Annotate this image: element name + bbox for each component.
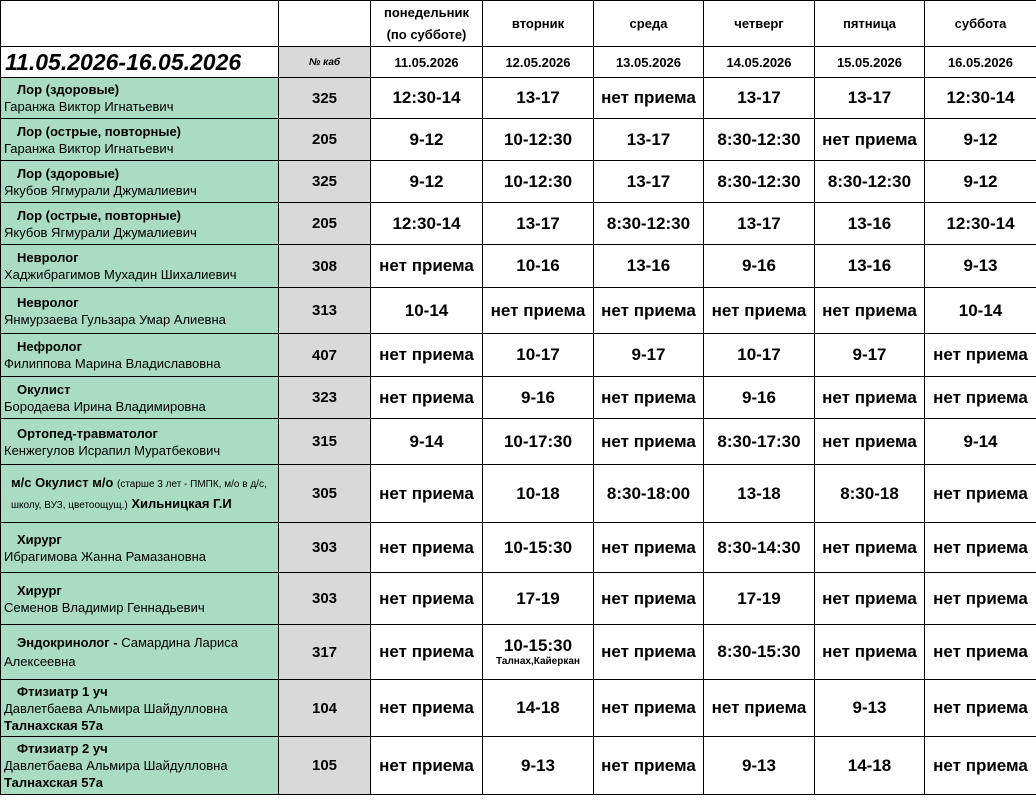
- room-number: 323: [279, 377, 371, 419]
- schedule-time: нет приема: [371, 334, 483, 377]
- doctor-name: Янмурзаева Гульзара Умар Алиевна: [4, 311, 226, 327]
- schedule-time: нет приема: [594, 737, 704, 795]
- schedule-time: нет приема: [925, 377, 1036, 419]
- schedule-time: нет приема: [371, 523, 483, 573]
- schedule-time: 9-16: [704, 377, 815, 419]
- doctor-name: Хаджибрагимов Мухадин Шихалиевич: [4, 267, 237, 282]
- header-days-row: [1, 1, 1036, 47]
- doctor-name: Бородаева Ирина Владимировна: [4, 398, 206, 414]
- room-number: 407: [279, 334, 371, 377]
- doctor-name: Филиппова Марина Владиславовна: [4, 356, 221, 371]
- schedule-time: 9-12: [371, 119, 483, 161]
- room-number: 105: [279, 737, 371, 795]
- schedule-time: нет приема: [594, 573, 704, 625]
- schedule-time: 9-17: [815, 334, 925, 377]
- doctor-cell: [1, 78, 279, 119]
- day-header-saturday: суббота: [925, 1, 1036, 47]
- doctor-name: Кенжегулов Исрапил Муратбекович: [4, 442, 221, 458]
- schedule-time: нет приема: [371, 245, 483, 288]
- specialty-label: Хирург: [17, 582, 62, 598]
- table-row: [1, 78, 1036, 119]
- schedule-time: 13-17: [815, 78, 925, 119]
- schedule-time: нет приема: [594, 419, 704, 465]
- schedule-time: 8:30-15:30: [704, 625, 815, 680]
- time-value: 10-15:30: [503, 636, 573, 655]
- schedule-time: 14-18: [483, 680, 594, 737]
- schedule-time: 10-14: [371, 288, 483, 334]
- schedule-time: 9-12: [925, 161, 1036, 203]
- doctor-cell: [1, 523, 279, 573]
- table-row: [1, 334, 1036, 377]
- doctor-cell: [1, 625, 279, 680]
- room-number: 104: [279, 680, 371, 737]
- empty-cell: [279, 1, 371, 47]
- doctor-name: Хильницкая Г.И: [131, 495, 232, 511]
- schedule-time: нет приема: [371, 625, 483, 680]
- schedule-time: 12:30-14: [371, 203, 483, 245]
- doctor-cell: [1, 288, 279, 334]
- specialty-label: Нефролог: [17, 339, 82, 354]
- schedule-time: 9-16: [483, 377, 594, 419]
- day-header-thursday: четверг: [704, 1, 815, 47]
- schedule-time: 10-15:30: [483, 523, 594, 573]
- schedule-time: нет приема: [594, 680, 704, 737]
- doctor-name: Якубов Ягмурали Джумалиевич: [4, 224, 197, 240]
- table-row: [1, 119, 1036, 161]
- specialty-label: Лор (острые, повторные): [17, 207, 182, 223]
- schedule-time: 10-16: [483, 245, 594, 288]
- date-header: 11.05.2026: [371, 47, 483, 78]
- room-number: 205: [279, 203, 371, 245]
- schedule-time: нет приема: [925, 737, 1036, 795]
- doctor-cell: [1, 245, 279, 288]
- schedule-time: 9-12: [371, 161, 483, 203]
- schedule-time: 9-14: [925, 419, 1036, 465]
- table-row: [1, 245, 1036, 288]
- schedule-time: нет приема: [371, 737, 483, 795]
- schedule-time: нет приема: [815, 523, 925, 573]
- table-row: [1, 161, 1036, 203]
- endo-entry: [1, 633, 278, 671]
- schedule-time: 12:30-14: [925, 78, 1036, 119]
- schedule-time: 13-16: [815, 245, 925, 288]
- schedule-time: 10-17: [704, 334, 815, 377]
- table-row: [1, 737, 1036, 795]
- schedule-time: 9-14: [371, 419, 483, 465]
- schedule-time: нет приема: [925, 334, 1036, 377]
- header-dates-row: [1, 47, 1036, 78]
- schedule-time: 9-13: [704, 737, 815, 795]
- doctor-cell: [1, 465, 279, 523]
- schedule-time: нет приема: [925, 625, 1036, 680]
- schedule-time: нет приема: [925, 680, 1036, 737]
- room-number: 303: [279, 523, 371, 573]
- room-number: 317: [279, 625, 371, 680]
- schedule-time: нет приема: [594, 625, 704, 680]
- empty-cell: [1, 1, 279, 47]
- schedule-time: 13-17: [704, 78, 815, 119]
- schedule-time: нет приема: [815, 119, 925, 161]
- doctor-name: Давлетбаева Альмира Шайдулловна: [4, 700, 228, 716]
- schedule-time: нет приема: [594, 288, 704, 334]
- schedule-time: нет приема: [815, 377, 925, 419]
- doctor-cell: [1, 334, 279, 377]
- schedule-time: 10-14: [925, 288, 1036, 334]
- table-row: [1, 680, 1036, 737]
- schedule-time: 13-17: [594, 161, 704, 203]
- specialty-label: Фтизиатр 1 уч: [17, 683, 108, 699]
- room-number: 205: [279, 119, 371, 161]
- schedule-time: нет приема: [371, 377, 483, 419]
- schedule-time: 10-17:30: [483, 419, 594, 465]
- schedule-time: нет приема: [925, 465, 1036, 523]
- room-number: 325: [279, 161, 371, 203]
- date-header: 15.05.2026: [815, 47, 925, 78]
- table-row: [1, 573, 1036, 625]
- specialty-label: м/с Окулист м/о: [11, 474, 114, 490]
- specialty-label: Фтизиатр 2 уч: [17, 741, 108, 756]
- schedule-time: 13-17: [483, 203, 594, 245]
- schedule-time: нет приема: [371, 465, 483, 523]
- date-header: 16.05.2026: [925, 47, 1036, 78]
- specialty-label: Лор (здоровые): [17, 165, 120, 181]
- doctor-cell: [1, 419, 279, 465]
- schedule-time: 8:30-18:00: [594, 465, 704, 523]
- specialty-label: Невролог: [17, 294, 79, 310]
- date-header: 13.05.2026: [594, 47, 704, 78]
- special-entry: [1, 473, 278, 515]
- schedule-time: нет приема: [815, 573, 925, 625]
- day-header-wednesday: среда: [594, 1, 704, 47]
- room-number: 305: [279, 465, 371, 523]
- schedule-time: 12:30-14: [371, 78, 483, 119]
- schedule-time: 12:30-14: [925, 203, 1036, 245]
- schedule-time: 9-17: [594, 334, 704, 377]
- schedule-time: нет приема: [704, 680, 815, 737]
- address-label: Талнахская 57а: [4, 775, 103, 790]
- doctor-name: Семенов Владимир Геннадьевич: [4, 599, 205, 615]
- schedule-time: 8:30-12:30: [704, 119, 815, 161]
- schedule-time: 17-19: [704, 573, 815, 625]
- schedule-time: нет приема: [594, 78, 704, 119]
- schedule-time: 8:30-12:30: [704, 161, 815, 203]
- specialty-label: Лор (здоровые): [17, 82, 120, 97]
- specialty-label: Лор (острые, повторные): [17, 123, 182, 139]
- table-row: [1, 465, 1036, 523]
- specialty-label: Эндокринолог -: [17, 635, 118, 650]
- doctor-cell: [1, 119, 279, 161]
- schedule-time: 8:30-14:30: [704, 523, 815, 573]
- schedule-time: 13-17: [704, 203, 815, 245]
- schedule-time: 10-12:30: [483, 161, 594, 203]
- schedule-time: 14-18: [815, 737, 925, 795]
- day-header-tuesday: вторник: [483, 1, 594, 47]
- room-header: № каб: [279, 47, 371, 78]
- schedule-time: нет приема: [704, 288, 815, 334]
- schedule-time: 8:30-17:30: [704, 419, 815, 465]
- room-number: 315: [279, 419, 371, 465]
- schedule-time: 13-17: [483, 78, 594, 119]
- room-number: 325: [279, 78, 371, 119]
- table-row: [1, 625, 1036, 680]
- table-row: [1, 419, 1036, 465]
- schedule-time: нет приема: [925, 523, 1036, 573]
- schedule-time: нет приема: [594, 377, 704, 419]
- schedule-time: нет приема: [483, 288, 594, 334]
- schedule-time: 10-12:30: [483, 119, 594, 161]
- schedule-time: 13-18: [704, 465, 815, 523]
- date-header: 14.05.2026: [704, 47, 815, 78]
- specialty-label: Окулист: [17, 381, 71, 397]
- table-row: [1, 523, 1036, 573]
- specialty-label: Невролог: [17, 250, 79, 265]
- specialty-label: Хирург: [17, 531, 62, 547]
- schedule-time: 8:30-18: [815, 465, 925, 523]
- schedule-time: 13-16: [594, 245, 704, 288]
- schedule-time: 9-13: [815, 680, 925, 737]
- schedule-time: нет приема: [815, 419, 925, 465]
- schedule-time: 13-17: [594, 119, 704, 161]
- day-header-monday: [371, 1, 483, 47]
- doctor-name: Самардина Лариса Алексеевна: [4, 635, 238, 669]
- location-note: Талнах,Кайеркан: [496, 656, 580, 667]
- schedule-time: нет приема: [594, 523, 704, 573]
- doctor-cell: [1, 377, 279, 419]
- table-row: [1, 377, 1036, 419]
- schedule-time: [483, 625, 594, 680]
- schedule-time: 9-13: [925, 245, 1036, 288]
- table-row: [1, 288, 1036, 334]
- schedule-time: 17-19: [483, 573, 594, 625]
- schedule-time: 8:30-12:30: [815, 161, 925, 203]
- doctor-name: Ибрагимова Жанна Рамазановна: [4, 548, 207, 564]
- doctor-cell: [1, 680, 279, 737]
- schedule-time: 8:30-12:30: [594, 203, 704, 245]
- day-name: понедельник: [384, 4, 469, 20]
- room-number: 303: [279, 573, 371, 625]
- doctor-cell: [1, 573, 279, 625]
- schedule-time: нет приема: [815, 288, 925, 334]
- room-number: 313: [279, 288, 371, 334]
- doctor-cell: [1, 161, 279, 203]
- schedule-time: нет приема: [371, 573, 483, 625]
- schedule-time: нет приема: [371, 680, 483, 737]
- doctor-cell: [1, 737, 279, 795]
- specialty-label: Ортопед-травматолог: [17, 425, 158, 441]
- table-row: [1, 203, 1036, 245]
- doctor-name: Якубов Ягмурали Джумалиевич: [4, 182, 197, 198]
- doctor-name: Гаранжа Виктор Игнатьевич: [4, 140, 174, 156]
- period-title: 11.05.2026-16.05.2026: [1, 47, 279, 78]
- doctor-name: Давлетбаева Альмира Шайдулловна: [4, 758, 228, 773]
- address-label: Талнахская 57а: [4, 717, 103, 733]
- schedule-time: 9-13: [483, 737, 594, 795]
- schedule-time: 13-16: [815, 203, 925, 245]
- schedule-time: 9-12: [925, 119, 1036, 161]
- schedule-time: нет приема: [925, 573, 1036, 625]
- doctor-name: Гаранжа Виктор Игнатьевич: [4, 99, 174, 114]
- monday-note: (по субботе): [386, 26, 467, 42]
- specialty-note: (старше 3 лет - ПМПК, м/о в д/с, школу, ВУЗ, цветоощущ.): [11, 478, 267, 511]
- room-number: 308: [279, 245, 371, 288]
- schedule-time: 10-18: [483, 465, 594, 523]
- schedule-time: 9-16: [704, 245, 815, 288]
- schedule-time: 10-17: [483, 334, 594, 377]
- date-header: 12.05.2026: [483, 47, 594, 78]
- schedule-time: нет приема: [815, 625, 925, 680]
- day-header-friday: пятница: [815, 1, 925, 47]
- doctor-cell: [1, 203, 279, 245]
